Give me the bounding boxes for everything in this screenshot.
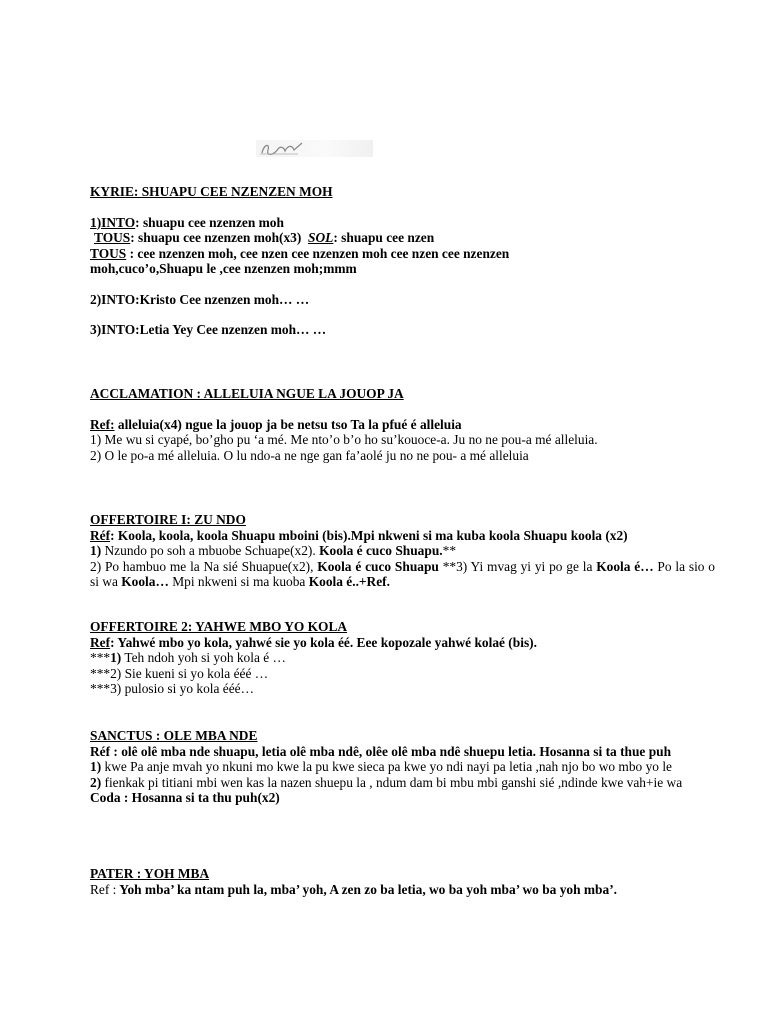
pater-title: PATER : YOH MBA (90, 866, 210, 881)
offertoire-1-refrain: Réf: Koola, koola, koola Shuapu mboini (bis).Mpi nkweni si ma kuba koola Shuapu koola (x2) (90, 527, 628, 543)
sanctus-verse-2: 2) fienkak pi titiani mbi wen kas la nazen shuepu la , ndum dam bi mbu mbi ganshi sié ,ndinde kwe vah+ie wa (90, 774, 683, 790)
acclamation-verse-2: 2) O le po-a mé alleluia. O lu ndo-a ne nge gan fa’aolé ju no ne pou- a mé alleluia (90, 447, 529, 463)
kyrie-section (90, 184, 715, 338)
kyrie-line-4: moh,cuco’o,Shuapu le ,cee nzenzen moh;mmm (90, 261, 357, 276)
offertoire-1-section (90, 512, 715, 590)
kyrie-line-6: 3)INTO:Letia Yey Cee nzenzen moh… … (90, 322, 327, 337)
acclamation-section (90, 386, 715, 463)
offertoire-2-title: OFFERTOIRE 2: YAHWE MBO YO KOLA (90, 619, 348, 634)
kyrie-line-5: 2)INTO:Kristo Cee nzenzen moh… … (90, 291, 310, 307)
sanctus-verse-1: 1) kwe Pa anje mvah yo nkuni mo kwe la pu kwe sieca pa kwe yo ndi nayi pa letia ,nah njo bo wo mbo yo le (90, 759, 672, 774)
signature-scribble-icon (258, 141, 318, 156)
kyrie-line-1: 1)INTO: shuapu cee nzenzen moh (90, 214, 284, 230)
sanctus-coda: Coda : Hosanna si ta thu puh(x2) (90, 790, 280, 805)
sanctus-section (90, 728, 715, 806)
kyrie-line-3: TOUS : cee nzenzen moh, cee nzen cee nzenzen moh cee nzen cee nzenzen (90, 245, 510, 261)
offertoire-2-verse-2: ***2) Sie kueni si yo kola ééé … (90, 665, 269, 681)
offertoire-1-title: OFFERTOIRE I: ZU NDO (90, 512, 246, 527)
acclamation-refrain: Ref: alleluia(x4) ngue la jouop ja be netsu tso Ta la pfué é alleluia (90, 416, 462, 432)
offertoire-2-verse-3: ***3) pulosio si yo kola ééé… (90, 681, 255, 696)
kyrie-line-2: TOUS: shuapu cee nzenzen moh(x3) SOL: shuapu cee nzen (94, 230, 435, 245)
offertoire-2-verse-1: ***1) Teh ndoh yoh si yoh kola é … (90, 650, 286, 665)
acclamation-title: ACCLAMATION : ALLELUIA NGUE LA JOUOP JA (90, 386, 404, 401)
kyrie-title: KYRIE: SHUAPU CEE NZENZEN MOH (90, 184, 333, 199)
offertoire-1-verse-2: 2) Po hambuo me la Na sié Shuapue(x2), Koola é cuco Shuapu **3) Yi mvag yi yi po ge la Koola é… Po la sio o si wa Koola… Mpi nkweni si ma kuoba Koola é..+Ref. (90, 558, 715, 589)
acclamation-verse-1: 1) Me wu si cyapé, bo’gho pu ‘a mé. Me nto’o b’o ho su’kouoce-a. Ju no ne pou-a mé alleluia. (90, 432, 598, 447)
sanctus-title: SANCTUS : OLE MBA NDE (90, 728, 258, 743)
sanctus-refrain: Réf : olê olê mba nde shuapu, letia olê mba ndê, olêe olê mba ndê shuepu letia. Hosanna si ta thue puh (90, 743, 672, 759)
pater-section (90, 866, 715, 897)
offertoire-2-section (90, 619, 715, 697)
offertoire-2-refrain: Ref: Yahwé mbo yo kola, yahwé sie yo kola éé. Eee kopozale yahwé kolaé (bis). (90, 634, 537, 650)
pater-refrain: Ref : Yoh mba’ ka ntam puh la, mba’ yoh, A zen zo ba letia, wo ba yoh mba’ wo ba yoh mba’. (90, 881, 618, 897)
offertoire-1-verse-1: 1) Nzundo po soh a mbuobe Schuape(x2). Koola é cuco Shuapu.** (90, 543, 457, 558)
signature-image (256, 140, 373, 157)
